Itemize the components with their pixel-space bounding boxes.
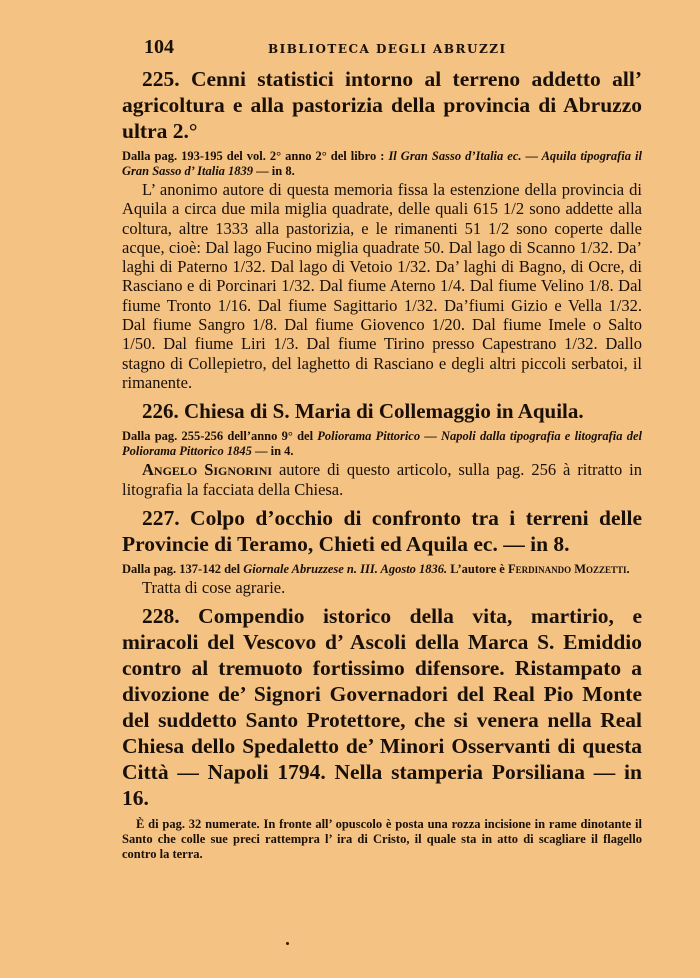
entry-title: 228. Compendio istorico della vita, martirio, e miracoli del Vescovo d’ Ascoli della Marca S. Emiddio contro al tremuoto fortissimo difensore. Ristampato a divozione de’ Signori Governadori del Real Pio Monte del suddetto Santo Protettore, che si venera nella Real Chiesa dello Spedaletto de’ Minori Osservanti di questa Città — Napoli 1794. Nella stamperia Porsiliana — in 16. bbox=[122, 604, 643, 811]
ink-speck bbox=[286, 942, 289, 945]
entry-source: Dalla pag. 137-142 del Giornale Abruzzese n. III. Agosto 1836. L’autore è Ferdinando Mozzetti. bbox=[122, 561, 630, 576]
entry-225 bbox=[122, 66, 642, 392]
entry-source: Dalla pag. 193-195 del vol. 2° anno 2° del libro : Il Gran Sasso d’Italia ec. — Aquila tipografia il Gran Sasso d’ Italia 1839 — in 8. bbox=[122, 149, 642, 178]
entry-title: 227. Colpo d’occhio di confronto tra i terreni delle Provincie di Teramo, Chieti ed Aquila ec. — in 8. bbox=[122, 505, 642, 556]
author-name: Ferdinando Mozzetti. bbox=[507, 561, 630, 576]
entry-body: Tratta di cose agrarie. bbox=[142, 577, 286, 597]
entry-note: È di pag. 32 numerate. In fronte all’ opuscolo è posta una rozza incisione in rame dinotante il Santo che colle sue preci rattempra l’ ira di Cristo, il quale sta in atto di scagliare il flagello contro la terra. bbox=[122, 817, 642, 862]
entry-source: Dalla pag. 255-256 dell’anno 9° del Poliorama Pittorico — Napoli dalla tipografia e litografia del Poliorama Pittorico 1845 — in 4. bbox=[122, 429, 642, 459]
page-number: 104 bbox=[144, 36, 174, 58]
page-header bbox=[118, 36, 638, 62]
entry-title: 225. Cenni statistici intorno al terreno addetto all’ agricoltura e alla pastorizia della provincia di Abruzzo ultra 2.° bbox=[122, 67, 642, 143]
entry-body: L’ anonimo autore di questa memoria fissa la estenzione della provincia di Aquila a circa due mila miglia quadrate, delle quali 615 1/2 sono addette alla coltura, altre 1333 alla pastorizia, e le rimanenti 51 1/2 sono coperte dalle acque, cioè: Dal lago Fucino miglia quadrate 50. Dal lago di Scanno 1/32. Da’ laghi di Paterno 1/32. Dal lago di Vetoio 1/32. Da’ laghi di Bagno, di Ocre, di Rasciano e di Porcinari 1/32. Dal fiume Aterno 1/4. Dal fiume Velino 1/8. Dal fiume Tronto 1/16. Dal fiume Sagittario 1/32. Da’fiumi Gizio e Vella 1/32. Dal fiume Sangro 1/8. Dal fiume Giovenco 1/20. Dal fiume Imele o Salto 1/50. Dal fiume Liri 1/3. Dal fiume Tirino presso Capestrano 1/32. Dallo stagno di Collepietro, del laghetto di Rasciano e degli altri piccoli serbatoi, il rimanente. bbox=[122, 180, 642, 392]
entry-227 bbox=[122, 505, 642, 597]
entry-228 bbox=[122, 603, 642, 862]
running-title: BIBLIOTECA DEGLI ABRUZZI bbox=[268, 42, 507, 56]
author-name: Angelo Signorini bbox=[142, 460, 273, 480]
entry-226 bbox=[122, 398, 642, 499]
entry-title: 226. Chiesa di S. Maria di Collemaggio in Aquila. bbox=[142, 399, 584, 424]
entry-body: Angelo Signorini autore di questo articolo, sulla pag. 256 à ritratto in litografia la facciata della Chiesa. bbox=[122, 460, 642, 499]
page-content bbox=[122, 66, 642, 862]
